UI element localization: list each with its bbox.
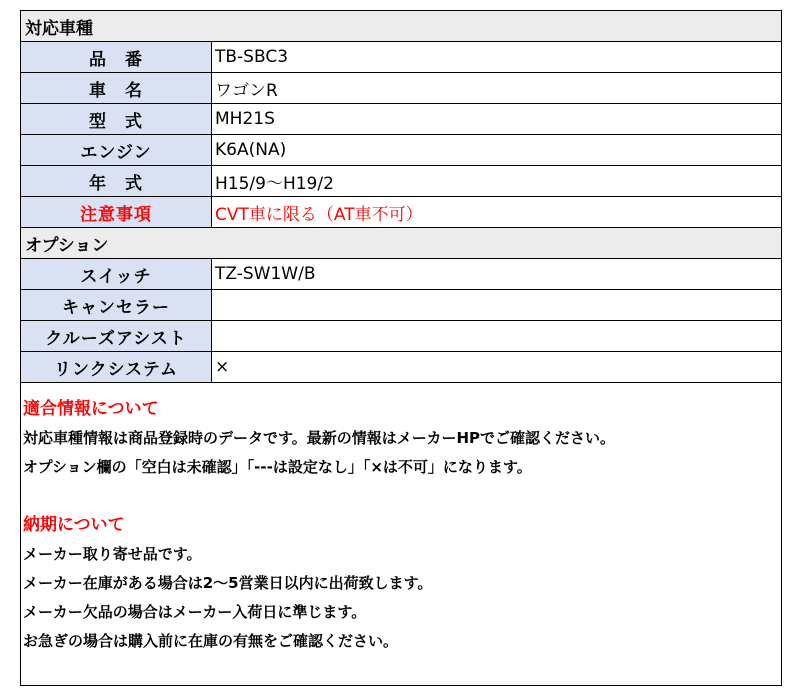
label-canceller: キャンセラー [21, 290, 212, 321]
spec-table [20, 10, 782, 383]
compatibility-sheet [20, 10, 782, 686]
label-cruise-assist: クルーズアシスト [21, 321, 212, 352]
label-switch: スイッチ [21, 259, 212, 290]
delivery-heading: 納期について [23, 515, 125, 535]
delivery-line: メーカー取り寄せ品です。 [23, 545, 202, 563]
label-car-name: 車 名 [21, 73, 212, 104]
section-title-options: オプション [21, 228, 782, 259]
value-model-code: MH21S [212, 104, 782, 135]
label-part-number: 品 番 [21, 42, 212, 73]
value-switch: TZ-SW1W/B [212, 259, 782, 290]
table-row [21, 352, 782, 383]
label-year: 年 式 [21, 166, 212, 197]
value-part-number: TB-SBC3 [212, 42, 782, 73]
label-model-code: 型 式 [21, 104, 212, 135]
table-row [21, 135, 782, 166]
table-row [21, 259, 782, 290]
fit-info-line: オプション欄の「空白は未確認」「---は設定なし」「×は不可」になります。 [23, 458, 532, 476]
value-caution: CVT車に限る（AT車不可） [212, 197, 782, 228]
label-engine: エンジン [21, 135, 212, 166]
value-year: H15/9～H19/2 [212, 166, 782, 197]
section-title-vehicle: 対応車種 [21, 11, 782, 42]
value-car-name: ワゴンR [212, 73, 782, 104]
notes-section [21, 395, 761, 656]
fit-info-heading: 適合情報について [23, 399, 159, 419]
section-row-options [21, 228, 782, 259]
table-row [21, 290, 782, 321]
label-caution: 注意事項 [21, 197, 212, 228]
table-row [21, 73, 782, 104]
delivery-line: メーカー在庫がある場合は2～5営業日以内に出荷致します。 [23, 574, 433, 592]
table-row [21, 197, 782, 228]
table-row [21, 42, 782, 73]
delivery-line: お急ぎの場合は購入前に在庫の有無をご確認ください。 [23, 632, 399, 650]
fit-info-line: 対応車種情報は商品登録時のデータです。最新の情報はメーカーHPでご確認ください。 [23, 429, 616, 447]
delivery-line: メーカー欠品の場合はメーカー入荷日に準じます。 [23, 603, 367, 621]
value-canceller [212, 290, 782, 321]
table-row [21, 104, 782, 135]
label-link-system: リンクシステム [21, 352, 212, 383]
spacer [21, 482, 761, 511]
value-engine: K6A(NA) [212, 135, 782, 166]
value-cruise-assist [212, 321, 782, 352]
table-row [21, 166, 782, 197]
section-row-vehicle [21, 11, 782, 42]
value-link-system: × [212, 352, 782, 383]
table-row [21, 321, 782, 352]
